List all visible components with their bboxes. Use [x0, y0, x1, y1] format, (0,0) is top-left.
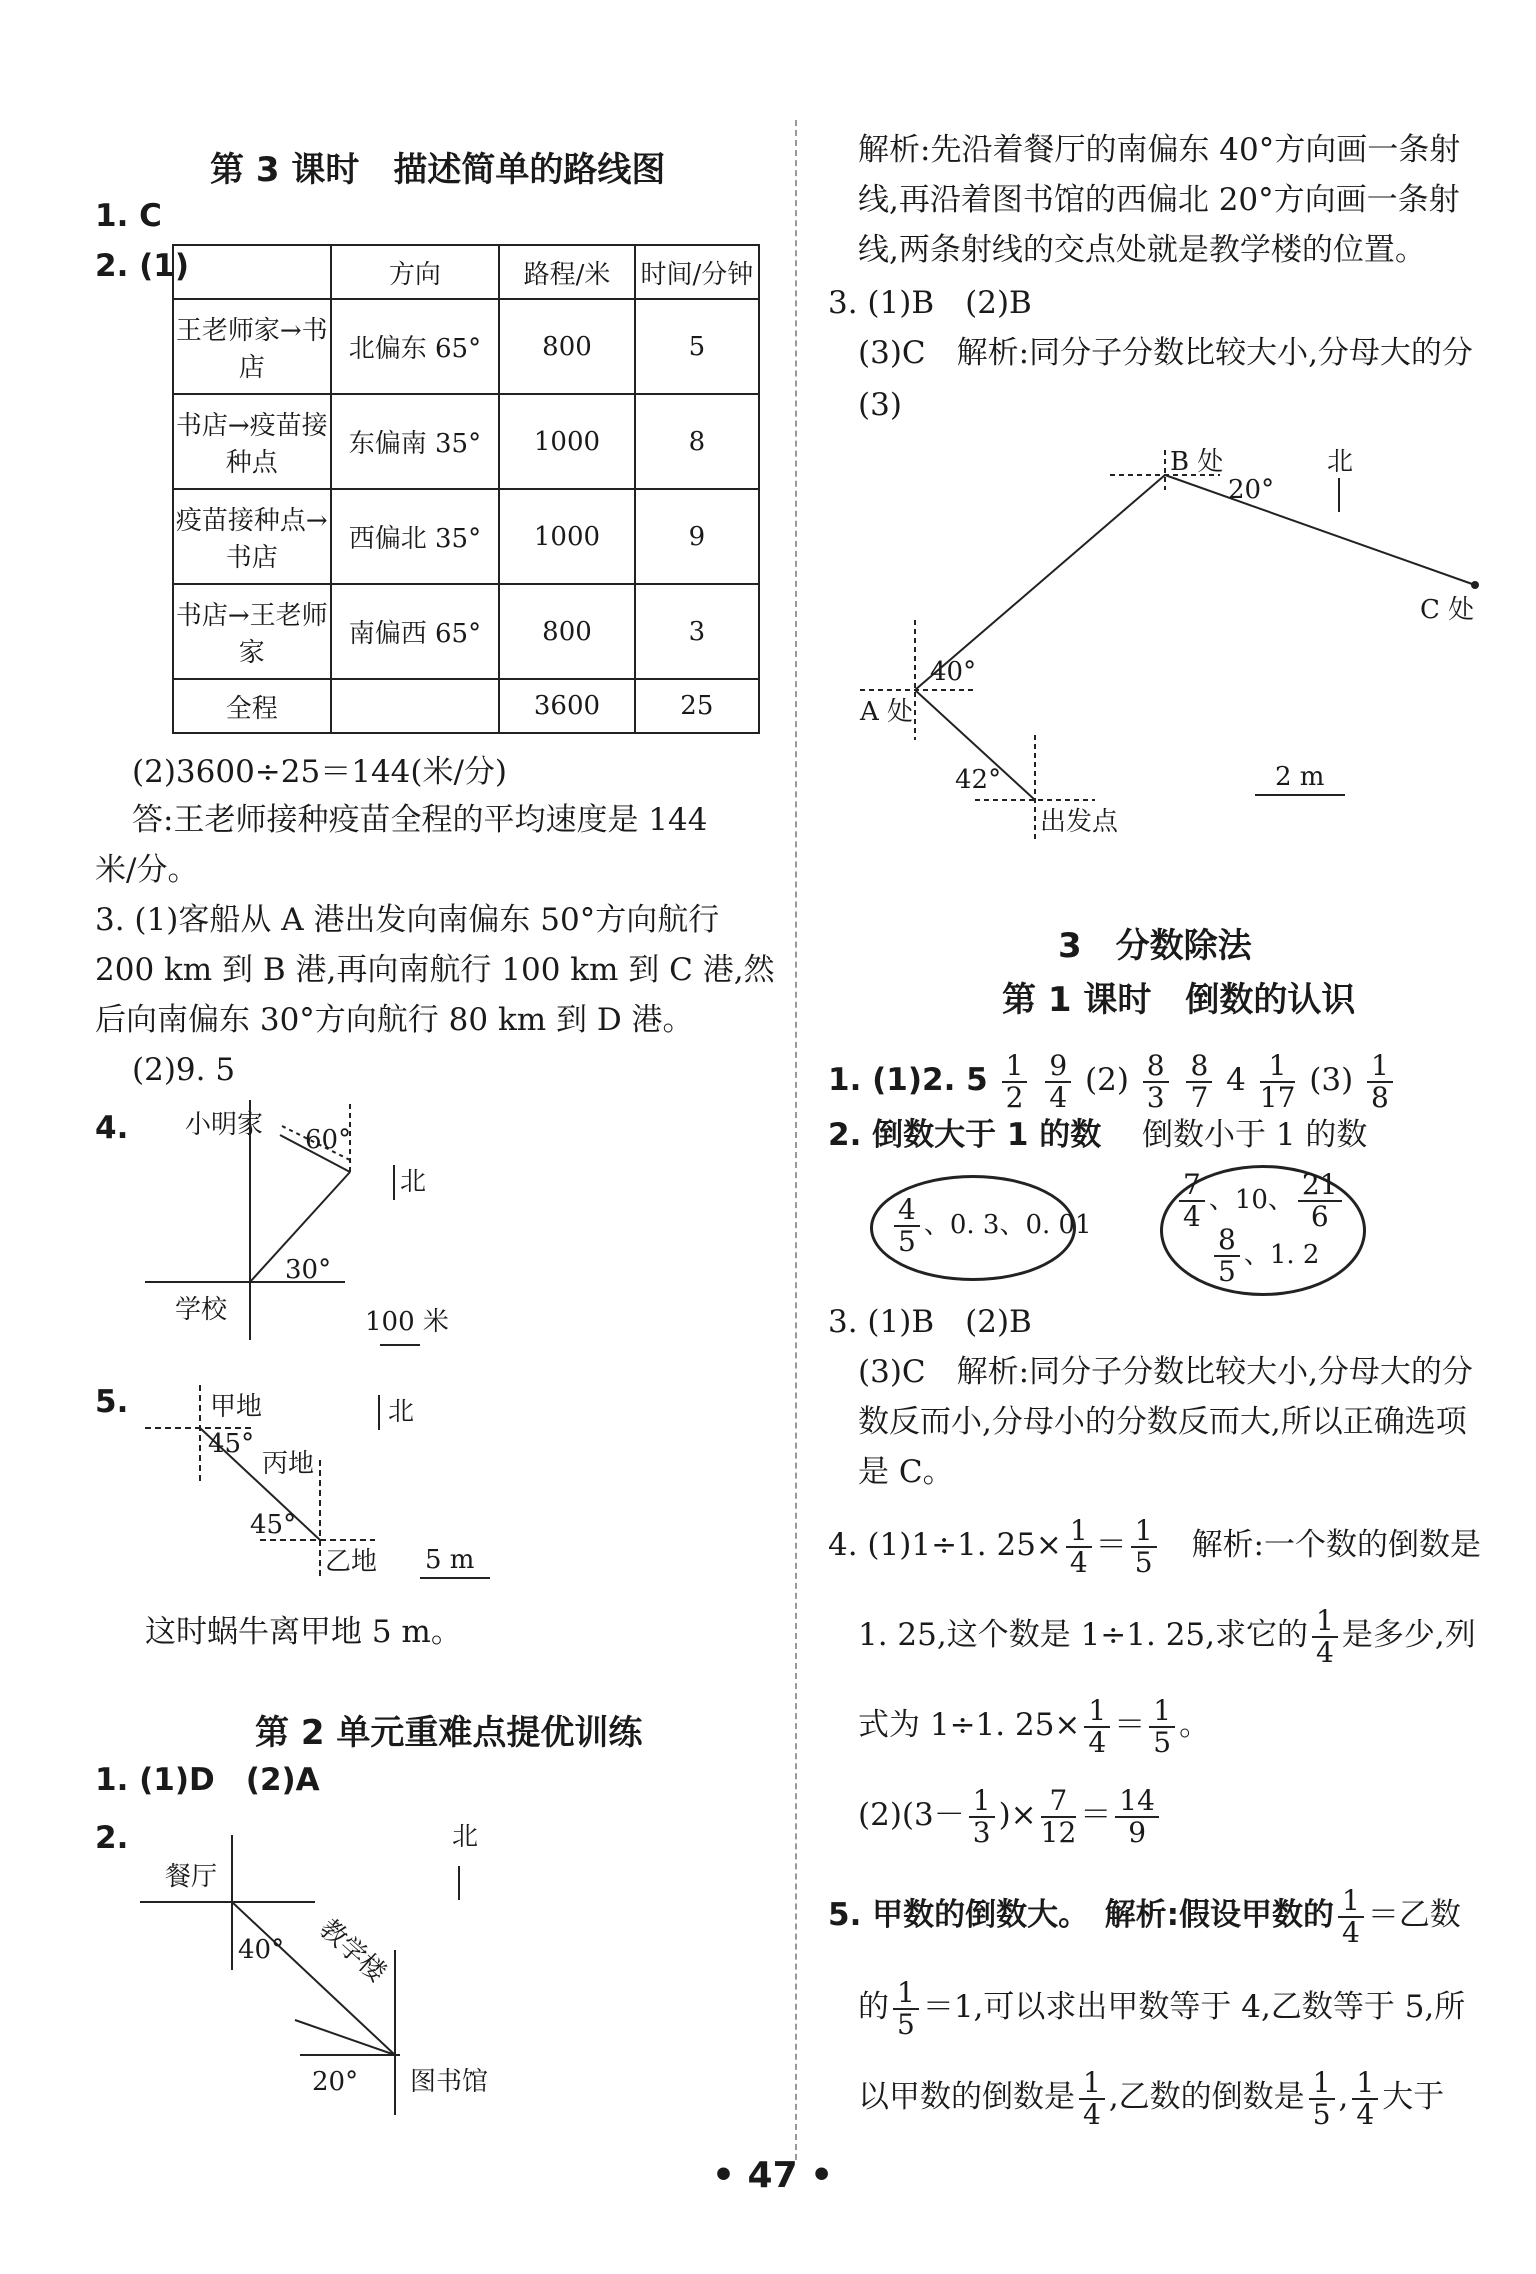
table-cell: 8 — [635, 394, 759, 489]
q3-line1: 3. (1)客船从 A 港出发向南偏东 50°方向航行 — [95, 902, 720, 938]
denominator: 6 — [1310, 1200, 1329, 1233]
page-number: • 47 • — [712, 2155, 834, 2196]
denominator: 8 — [1371, 1080, 1389, 1114]
fraction — [1002, 1048, 1028, 1114]
numerator: 1 — [1149, 1696, 1175, 1728]
numerator: 7 — [1041, 1786, 1077, 1818]
r-q5-line1-text: 5. 甲数的倒数大。 解析:假设甲数的 — [828, 1897, 1335, 1933]
set-greater-rest: 、0. 3、0. 01 — [923, 1210, 1092, 1240]
r-route-diagram — [0, 0, 1536, 860]
numerator: 1 — [1066, 1516, 1092, 1548]
set-less-row2 — [1210, 1225, 1319, 1287]
table-cell: 东偏南 35° — [331, 394, 500, 489]
r-q1-part3: (3) — [1309, 1062, 1354, 1098]
numerator: 1 — [893, 1978, 919, 2010]
chapter3-title: 3 分数除法 — [1058, 926, 1252, 966]
denominator: 3 — [1146, 1080, 1165, 1114]
numerator: 1 — [1260, 1051, 1296, 1083]
denominator: 9 — [1128, 1815, 1147, 1849]
table-header: 方向 — [331, 245, 500, 299]
q4-angle1: 60° — [305, 1125, 352, 1155]
q4-home-label: 小明家 — [185, 1110, 264, 1140]
table-total-time: 25 — [635, 679, 759, 733]
denominator: 5 — [1218, 1255, 1236, 1288]
numerator: 1 — [1312, 1606, 1338, 1638]
denominator: 4 — [1316, 1635, 1334, 1669]
table-cell: 800 — [499, 299, 634, 394]
numerator: 8 — [1214, 1225, 1240, 1257]
denominator: 4 — [1083, 2097, 1101, 2131]
fraction — [1298, 1170, 1342, 1232]
numerator: 9 — [1045, 1051, 1071, 1083]
r-q4-line2 — [858, 1600, 1476, 1670]
denominator: 4 — [1342, 1915, 1360, 1949]
r-q5-line3-b: ,乙数的倒数是 — [1108, 2079, 1305, 2115]
table-cell: 西偏北 35° — [331, 489, 500, 584]
u2-building-label: 教学楼 — [313, 1913, 392, 1989]
q4-angle2: 30° — [285, 1255, 332, 1285]
fraction — [1079, 2065, 1105, 2131]
r-q4-line2-end: 是多少,列 — [1341, 1617, 1476, 1653]
fraction — [893, 1975, 919, 2041]
denominator: 4 — [1088, 1725, 1107, 1759]
r-q5-line1-end: ＝乙数 — [1367, 1897, 1461, 1933]
r-q4-line3: 式为 1÷1. 25× $\frac{1}{4}$ ＝ $\frac{1}{5}$ 。 — [858, 1693, 1211, 1759]
analysis-line2: 线,再沿着图书馆的西偏北 20°方向画一条射 — [858, 182, 1460, 218]
r-q5-line2-b: ＝1,可以求出甲数等于 4,乙数等于 5,所 — [922, 1989, 1466, 2025]
fraction — [1143, 1048, 1169, 1114]
u2-angle2: 20° — [312, 2067, 359, 2097]
denominator: 12 — [1040, 1815, 1077, 1849]
r-q1-part2: (2) — [1085, 1062, 1129, 1098]
r-q3b-line4: 是 C。 — [858, 1454, 954, 1490]
set-less-row1 — [1175, 1170, 1346, 1232]
numerator: 1 — [1338, 1886, 1364, 1918]
numerator: 21 — [1298, 1170, 1342, 1202]
table-cell: 9 — [635, 489, 759, 584]
r-north: 北 — [1327, 447, 1354, 477]
denominator: 4 — [1069, 1545, 1088, 1579]
q1-answer: 1. C — [95, 198, 162, 234]
r-q2-label2: 倒数小于 1 的数 — [1142, 1117, 1368, 1153]
denominator: 5 — [1312, 2097, 1331, 2131]
q3-line2: 200 km 到 B 港,再向南航行 100 km 到 C 港,然 — [95, 952, 775, 988]
fraction — [1131, 1513, 1157, 1579]
fraction — [1115, 1783, 1159, 1849]
r-q4-analysis: 解析:一个数的倒数是 — [1191, 1527, 1482, 1563]
table-cell: 1000 — [499, 394, 634, 489]
r-q5-line2-a: 的 — [858, 1989, 889, 2025]
r-start-point: 出发点 — [1040, 807, 1119, 837]
r-q1-four: 4 — [1226, 1062, 1246, 1098]
r-point-b: B 处 — [1170, 447, 1224, 477]
fraction — [1040, 1783, 1077, 1849]
r-q3b-line3: 数反而小,分母小的分数反而大,所以正确选项 — [858, 1404, 1467, 1440]
r-point-a: A 处 — [860, 697, 914, 727]
r-q4-line3-text: 式为 1÷1. 25× — [858, 1707, 1081, 1743]
u2-restaurant-label: 餐厅 — [165, 1862, 218, 1892]
numerator: 1 — [1084, 1696, 1110, 1728]
q3-line3: 后向南偏东 30°方向航行 80 km 到 D 港。 — [95, 1002, 694, 1038]
u2-q1: 1. (1)D (2)A — [95, 1762, 320, 1798]
table-cell: 南偏西 65° — [331, 584, 500, 679]
fraction — [1367, 1048, 1393, 1114]
table-cell: 书店→王老师家 — [173, 584, 331, 679]
fraction — [969, 1783, 995, 1849]
q4-scale: 100 米 — [365, 1307, 449, 1337]
r-q3-part3: (3) — [858, 387, 902, 423]
q5-label: 5. — [95, 1384, 129, 1420]
r-scale: 2 m — [1275, 762, 1325, 792]
r-angle-a: 40° — [930, 657, 977, 687]
fraction — [1309, 2065, 1335, 2131]
q2-answer-line1: 答:王老师接种疫苗全程的平均速度是 144 — [132, 802, 708, 838]
u2-q2-label: 2. — [95, 1820, 129, 1856]
table-cell: 王老师家→书店 — [173, 299, 331, 394]
q5-angle2: 45° — [250, 1510, 297, 1540]
r-angle-start: 42° — [955, 765, 1002, 795]
q5-angle1: 45° — [208, 1429, 255, 1459]
u2-north: 北 — [452, 1822, 479, 1852]
denominator: 2 — [1005, 1080, 1024, 1114]
r-q3-line2: (3)C 解析:同分子分数比较大小,分母大的分 — [858, 335, 1473, 371]
analysis-line3: 线,两条射线的交点处就是教学楼的位置。 — [858, 232, 1426, 268]
set-less-mid: 、10、 — [1208, 1185, 1294, 1215]
fraction — [1259, 1048, 1296, 1114]
q2-answer-line2: 米/分。 — [95, 852, 199, 888]
r-q5-line2 — [858, 1972, 1465, 2042]
r-q5-line1 — [828, 1880, 1461, 1950]
denominator: 17 — [1259, 1080, 1296, 1114]
equals: ＝ — [1080, 1797, 1112, 1833]
u2-angle1: 40° — [238, 1935, 285, 1965]
q5-answer: 这时蜗牛离甲地 5 m。 — [145, 1614, 462, 1650]
denominator: 3 — [972, 1815, 991, 1849]
table-cell: 1000 — [499, 489, 634, 584]
fraction — [1066, 1513, 1092, 1579]
denominator: 4 — [1356, 2097, 1375, 2131]
q5-scale: 5 m — [425, 1545, 475, 1575]
table-cell: 疫苗接种点→书店 — [173, 489, 331, 584]
numerator: 1 — [1131, 1516, 1157, 1548]
table-total-distance: 3600 — [499, 679, 634, 733]
r-q5-line3-end: 大于 — [1382, 2079, 1445, 2115]
table-cell: 800 — [499, 584, 634, 679]
analysis-line1: 解析:先沿着餐厅的南偏东 40°方向画一条射 — [858, 132, 1461, 168]
numerator: 4 — [894, 1195, 920, 1227]
table-cell: 3 — [635, 584, 759, 679]
equals: ＝ — [1095, 1527, 1127, 1563]
r-q5-line3-a: 以甲数的倒数是 — [858, 2079, 1075, 2115]
q5-point-b: 乙地 — [325, 1547, 378, 1577]
r-q1-row — [828, 1045, 1397, 1115]
denominator: 5 — [897, 2007, 915, 2041]
numerator: 1 — [1352, 2068, 1378, 2100]
u2-library-label: 图书馆 — [410, 2067, 489, 2097]
fraction — [1352, 2065, 1378, 2131]
table-header: 时间/分钟 — [635, 245, 759, 299]
numerator: 1 — [1309, 2068, 1335, 2100]
r-q1-prefix: 1. (1)2. 5 — [828, 1062, 988, 1098]
q5-point-c: 丙地 — [262, 1449, 315, 1479]
r-q5-line3: 以甲数的倒数是 $\frac{1}{4}$ ,乙数的倒数是 $\frac{1}{5}$ , $\frac{1}{4}$ 大于 — [858, 2065, 1445, 2131]
denominator: 5 — [898, 1225, 916, 1258]
q4-north: 北 — [400, 1167, 427, 1197]
r-q4-part1: 4. (1)1÷1. 25× — [828, 1527, 1062, 1563]
column-divider — [795, 120, 797, 2160]
lesson3-title: 第 3 课时 描述简单的路线图 — [210, 150, 666, 190]
r-q4-part2 — [858, 1780, 1163, 1850]
r-q4-part2-b: )× — [998, 1797, 1037, 1833]
fraction — [1179, 1170, 1205, 1232]
q3-part2: (2)9. 5 — [132, 1052, 236, 1088]
q4-label: 4. — [95, 1110, 129, 1146]
fraction — [1084, 1693, 1110, 1759]
numerator: 8 — [1143, 1051, 1169, 1083]
table-cell: 书店→疫苗接种点 — [173, 394, 331, 489]
numerator: 1 — [1002, 1051, 1028, 1083]
unit2-title: 第 2 单元重难点提优训练 — [255, 1713, 643, 1753]
r-angle-b: 20° — [1228, 475, 1275, 505]
r-q2-label: 2. 倒数大于 1 的数 — [828, 1117, 1102, 1153]
denominator: 5 — [1153, 1725, 1172, 1759]
equals: ＝ — [1114, 1707, 1146, 1743]
table-header: 路程/米 — [499, 245, 634, 299]
fraction — [1214, 1225, 1240, 1287]
q4-school-label: 学校 — [175, 1295, 228, 1325]
r-point-c: C 处 — [1420, 595, 1475, 625]
denominator: 4 — [1183, 1200, 1201, 1233]
set-less-end: 、1. 2 — [1243, 1240, 1320, 1270]
q2-part2: (2)3600÷25＝144(米/分) — [132, 754, 508, 790]
denominator: 7 — [1190, 1080, 1209, 1114]
table-cell: 5 — [635, 299, 759, 394]
q5-point-a: 甲地 — [210, 1392, 263, 1422]
fraction — [1045, 1048, 1071, 1114]
r-q4-line2-text: 1. 25,这个数是 1÷1. 25,求它的 — [858, 1617, 1309, 1653]
r-q4-part2-a: (2)(3－ — [858, 1797, 965, 1833]
fraction — [1338, 1883, 1364, 1949]
fraction — [894, 1195, 920, 1257]
lesson1-title: 第 1 课时 倒数的认识 — [1002, 980, 1356, 1020]
table-total-label: 全程 — [173, 679, 331, 733]
r-q3-line1: 3. (1)B (2)B — [828, 285, 1032, 321]
denominator: 4 — [1049, 1080, 1068, 1114]
table-cell: 北偏东 65° — [331, 299, 500, 394]
numerator: 7 — [1179, 1170, 1205, 1202]
q5-north: 北 — [388, 1397, 415, 1427]
set-greater-content — [890, 1190, 1092, 1260]
q2-label: 2. (1) — [95, 248, 190, 284]
numerator: 1 — [969, 1786, 995, 1818]
numerator: 14 — [1115, 1786, 1159, 1818]
denominator: 5 — [1134, 1545, 1153, 1579]
r-q3b-line2: (3)C 解析:同分子分数比较大小,分母大的分 — [858, 1354, 1473, 1390]
numerator: 8 — [1186, 1051, 1212, 1083]
numerator: 1 — [1367, 1051, 1393, 1083]
fraction — [1312, 1603, 1338, 1669]
fraction — [1186, 1048, 1212, 1114]
numerator: 1 — [1079, 2068, 1105, 2100]
r-q4-line1 — [828, 1510, 1481, 1580]
r-q3b-line1: 3. (1)B (2)B — [828, 1304, 1032, 1340]
fraction — [1149, 1693, 1175, 1759]
